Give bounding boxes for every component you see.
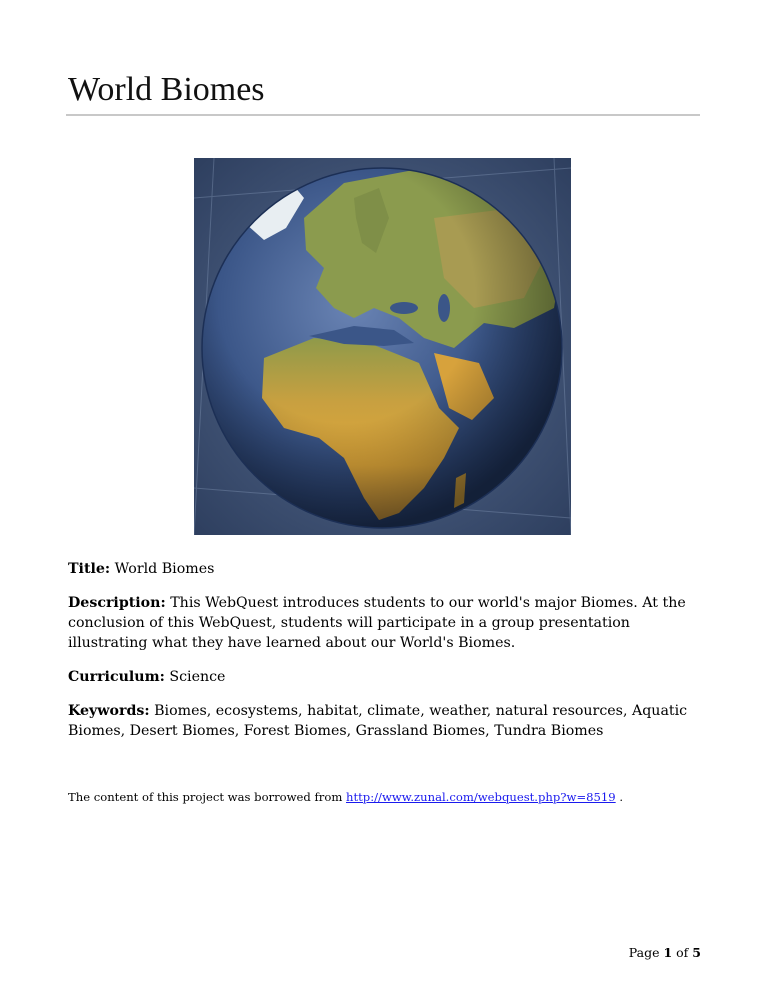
credit-prefix: The content of this project was borrowed from	[68, 790, 347, 804]
description-label: Description:	[68, 595, 166, 611]
title-label: Title:	[68, 561, 111, 577]
keywords-value: Biomes, ecosystems, habitat, climate, weather, natural resources, Aquatic Biomes, Desert Biomes, Forest Biomes, Grassland Biomes, Tundra Biomes	[68, 703, 688, 739]
of-word: of	[672, 945, 693, 960]
keywords-label: Keywords:	[68, 703, 150, 719]
page-title: World Biomes	[68, 71, 265, 108]
source-credit	[68, 789, 623, 805]
page-current: 1	[663, 945, 673, 960]
description-value: This WebQuest introduces students to our world's major Biomes. At the conclusion of this WebQuest, students will participate in a group presentation illustrating what they have learned about our World's Biomes.	[68, 595, 686, 651]
curriculum-field	[68, 667, 708, 687]
title-field	[68, 559, 708, 579]
source-link[interactable]: http://www.zunal.com/webquest.php?w=8519	[346, 790, 616, 804]
page-total: 5	[692, 945, 701, 960]
page-word: Page	[628, 945, 664, 960]
webquest-info	[68, 559, 708, 755]
title-value: World Biomes	[114, 561, 215, 577]
page-number	[629, 945, 701, 961]
curriculum-label: Curriculum:	[68, 669, 165, 685]
title-divider	[66, 114, 700, 116]
globe-illustration	[194, 158, 571, 535]
curriculum-value: Science	[169, 669, 226, 685]
keywords-field	[68, 701, 708, 741]
credit-suffix: .	[615, 790, 624, 804]
description-field	[68, 593, 708, 653]
globe-image	[194, 158, 571, 535]
